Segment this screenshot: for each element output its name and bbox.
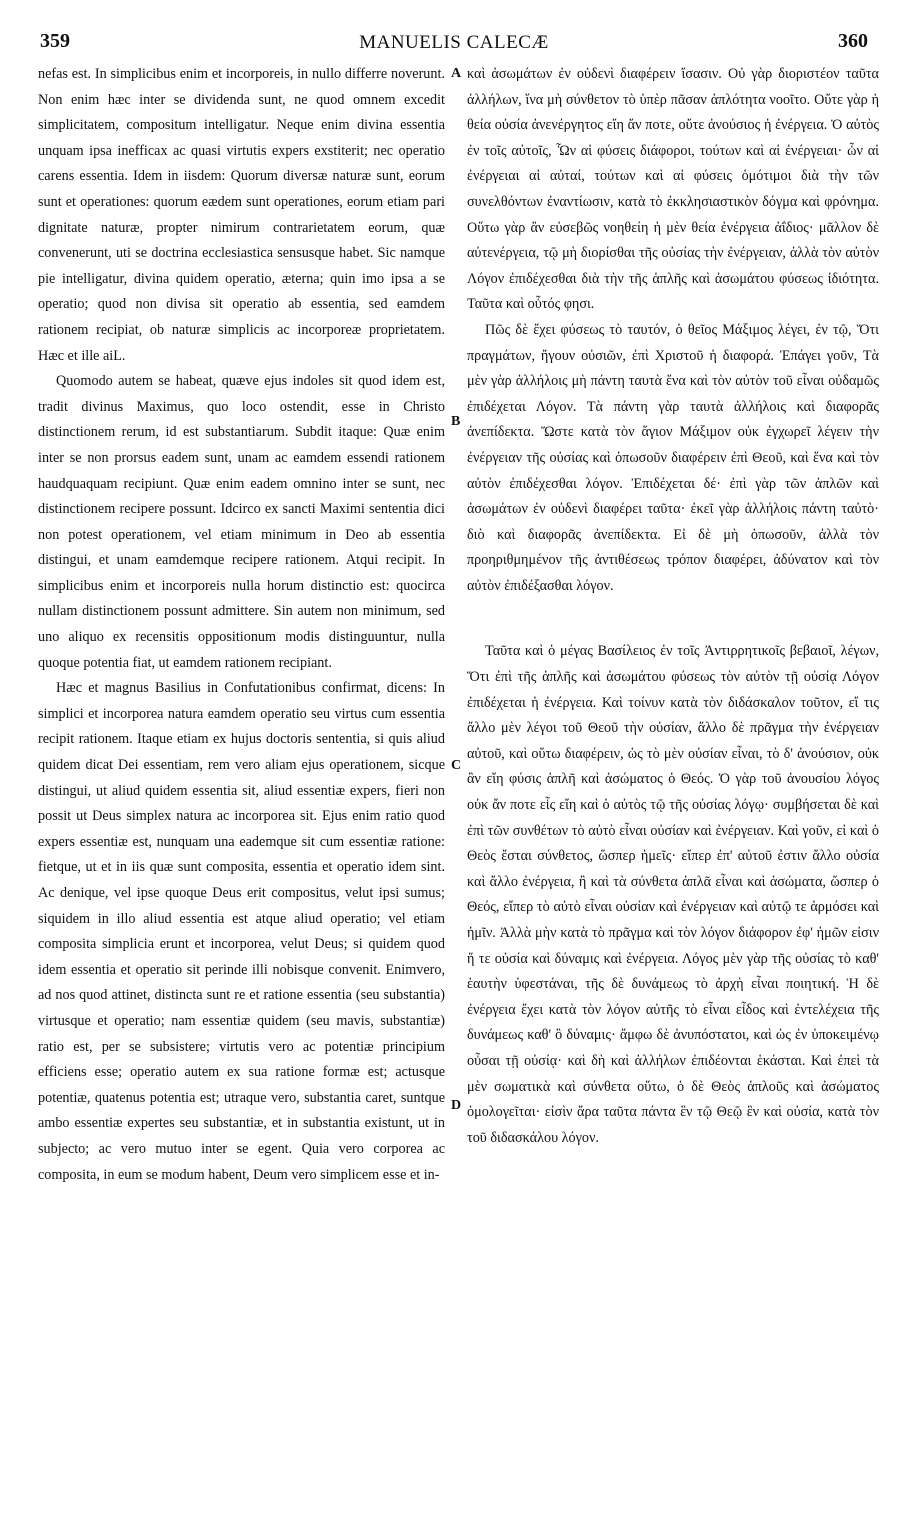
latin-paragraph-2: Quomodo autem se habeat, quæve ejus indoles sit quod idem est, tradit divinus Maximus, quo loco ostendit, esse in Christo distinctionem rerum, id est substantiarum. Subdit itaque: Quæ enim inter se non prorsus eadem sunt, unam ac eamdem essendi rationem haudquaquam recipiunt. Quæ enim eadem omnino inter se sunt, nec distinctionem recipere possunt. Idcirco ex sancti Maximi sententia dici non potest operationem, vel etiam minimum in Deo ab essentia distingui, et unam eamdemque recipere rationem. Atqui recipit. In simplicibus enim et incorporeis nulla horum distinctio est: quocirca nullam distinctionem possunt admittere. Sin autem non minimum, sed uno aliquo ex recensitis oppositionum modis distinguuntur, nulla quoque potentia fiat, ut eamdem rationem recipiant. [38,373,445,671]
greek-paragraph-3: Ταῦτα καὶ ὁ μέγας Βασίλειος ἐν τοῖς Ἀντιρρητικοῖς βεβαιοῖ, λέγων, Ὅτι ἐπὶ τῆς ἁπλῆς καὶ ἀσωμάτου φύσεως τὸν αὐτὸν τῇ οὐσίᾳ Λόγον ἐπιδέχεται ἡ ἐνέργεια. Καὶ τοίνυν κατὰ τὸν διδάσκαλον τοῦτον, εἴ τις ἄλλο μὲν λέγοι τοῦ Θεοῦ τὴν οὐσίαν, ἄλλο δὲ πρᾶγμα τὴν ἐνέργειαν αὐτοῦ, καὶ οὕτω διαφέρειν, ὡς τὸ μὲν οὐσίαν εἶναι, τὸ δ' ἀνούσιον, οὐκ ἂν εἴη φύσις ἁπλῆ καὶ ἀσώματος ὁ Θεός. Ὁ γὰρ τοῦ ἀνουσίου λόγος οὐκ ἄν ποτε εἷς εἴη καὶ ὁ αὐτὸς τῷ τῆς οὐσίας λόγῳ· συμβήσεται δὲ καὶ ἐπὶ τῶν συνθέτων τὸ αὐτὸ εἶναι οὐσίαν καὶ ἐνέργειαν. Καὶ γοῦν, εἰ καὶ ὁ Θεὸς ἔσται σύνθετος, ὥσπερ ἡμεῖς· εἴπερ ἐπ' αὐτοῦ ἐστιν ἄλλο οὐσία καὶ ἄλλο ἐνέργεια, ἢ καὶ τὰ σύνθετα ἁπλᾶ εἶναι καὶ ἀσώματα, ὥσπερ ὁ Θεός, εἴπερ τὸ αὐτὸ εἶναι οὐσίαν καὶ ἐνέργειαν καὶ αὐτῷ τε ἁρμόσει καὶ ἡμῖν. Ἀλλὰ μὴν κατὰ τὸ πρᾶγμα καὶ τὸν λόγον διάφορον ἐφ' ἡμῶν εἰσιν ἥ τε οὐσία καὶ δύναμις καὶ ἐνέργεια. Λόγος μὲν γὰρ τῆς οὐσίας τὸ καθ' ἑαυτὴν ὑφεστάναι, τῆς δὲ δυνάμεως τὸ ἀρχὴ εἶναι ποιητική. Ἡ δὲ ἐνέργεια ἔχει κατὰ τὸν λόγον αὐτῆς τὸ εἶναι εἶδος καὶ ἐντελέχεια τῆς δυνάμεως καθ' ὃ δύναμις· ἄμφω δὲ ἀνυπόστατοι, καὶ ὡς ἐν ὑποκειμένῳ οὖσαι τῇ οὐσίᾳ· καὶ δὴ καὶ ἀλλήλων ἐπιδέονται ἑκάσται. Καὶ ἐπεὶ τὰ μὲν σωματικὰ καὶ σύνθετα οὕτω, ὁ δὲ Θεὸς ἁπλοῦς καὶ ἀσώματος ὁμολογεῖται· εἰσὶν ἄρα ταῦτα πάντα ἓν τῷ Θεῷ ἓν καὶ οὐσία, κατὰ τὸν τοῦ διδασκάλου λόγον. [467,643,879,1146]
greek-column [467,62,879,1512]
running-title: MANUELIS CALECÆ [359,32,549,53]
page-header [40,30,868,60]
margin-marker-d: D [451,1098,462,1113]
latin-column [38,62,445,1512]
margin-marker-b: B [451,414,461,429]
greek-paragraph-2: Πῶς δὲ ἔχει φύσεως τὸ ταυτόν, ὁ θεῖος Μάξιμος λέγει, ἐν τῷ, Ὅτι πραγμάτων, ἤγουν οὐσιῶν, ἐπὶ Χριστοῦ ἡ διαφορά. Ἐπάγει γοῦν, Τὰ μὲν γὰρ ἀλλήλοις μὴ πάντη ταυτὰ ἕνα καὶ τὸν αὐτὸν τοῦ εἶναι οὐδαμῶς ἐπιδέχεται Λόγον. Τὰ πάντη γὰρ ταυτὰ ἀλλήλοις καὶ διαφορᾶς ἀνεπίδεκτα. Ὥστε κατὰ τὸν ἅγιον Μάξιμον οὐκ ἐγχωρεῖ λέγειν τὴν ἐνέργειαν τῆς οὐσίας καὶ ὁπωσοῦν διαφέρειν ἐπὶ Θεοῦ, καὶ ἕνα καὶ τὸν αὐτὸν ἐπιδέχεσθαι λόγον. Ἐπιδέχεται δέ· ἐπὶ γὰρ τῶν ἁπλῶν καὶ ἀσωμάτων ἐν οὐδενὶ διαφέρει ταῦτα· ἐκεῖ γὰρ ἀλλήλοις πάντη ταὐτὸ· διὸ καὶ διαφορᾶς ἀνεπίδεκτα. Εἰ δὲ μὴ ὁπωσοῦν, ἀλλὰ τὸν προηριθμημένον τῆς ἀντιθέσεως τρόπον διαφέρει, ἀδύνατον καὶ τὸν αὐτὸν ἐπιδέξασθαι λόγον. [467,321,879,594]
latin-paragraph-1: nefas est. In simplicibus enim et incorporeis, in nullo differre noverunt. Non enim hæc inter se dividenda sunt, ne quod omnem excedit simplicitatem, compositum intelligatur. Neque enim divina essentia unquam ipsa inefficax ac quasi virtutis expers exstiterit; nec operatio carens essentia. Idem in iisdem: Quorum diversæ naturæ sunt, eorum sunt et operationes: quorum eædem sunt operationes, eorum etiam pari dignitate naturæ, propter nimirum contrarietatem eorum, quæ convenerunt, uti se doctrina ecclesiastica sensusque habet. Sic namque pie intelligatur, divina quidem operatio, æterna; quin imo ipsa a se operatio; quod non divisa sit operatio ab essentia, sed eamdem rationem recipiat, ob naturæ simplicis ac incorporeæ proprietatem. Hæc et ille aiL. [38,66,445,364]
left-page-number: 359 [40,30,70,52]
right-page-number: 360 [838,30,868,52]
margin-marker-c: C [451,758,462,773]
latin-paragraph-3: Hæc et magnus Basilius in Confutationibus confirmat, dicens: In simplici et incorporea natura eamdem operatio seu virtus cum essentia recipit rationem. Itaque etiam ex hujus doctoris sententia, si quis aliud quidem dicat Dei essentiam, rem vero aliam ejus operationem, sicque distingui, ut aliud quidem essentia sit, aliud essentiæ expers, fieri non possit ut Deus simplex natura ac incorporea sit. Ejus enim ratio quod expers essentiæ est, nunquam una eademque sit cum essentiæ ratione: fietque, ut et in iis quæ sunt composita, essentia et operatio idem sint. Ac denique, vel ipse quoque Deus erit compositus, velut ipsi sumus; siquidem in illo aliud essentia est atque aliud operatio; vel etiam composita simplicia erunt et incorporea, velut Deus; si quidem quod idem essentia et operatio sit perinde illi nobisque convenit. Enimvero, ad nos quod attinet, distincta sunt re et ratione essentia (seu substantia) virtusque et operatio; nam essentiæ quidem (seu mavis, substantiæ) ratio est, per se subsistere; virtutis vero ac potentiæ principium efficiens esse; operatio autem ex sua ratione formæ est; actusque potentiæ, quatenus potentia est; utraque vero, substantia caret, suntque ambo essentiæ expertes seu substantiæ, et in substantia existunt, ut in subjecto; ac vero mutuo inter se egent. Quia vero corporea ac composita, in eum se modum habent, Deum vero simplicem esse et in- [38,680,445,1183]
margin-marker-a: A [451,66,462,81]
greek-paragraph-1: καὶ ἀσωμάτων ἐν οὐδενὶ διαφέρειν ἴσασιν. Οὐ γὰρ διοριστέον ταῦτα ἀλλήλων, ἵνα μὴ σύνθετον τὸ ὑπὲρ πᾶσαν ἁπλότητα νοοῖτο. Οὔτε γὰρ ἡ θεία οὐσία ἀνενέργητος εἴη ἄν ποτε, οὔτε ἀνούσιος ἡ ἐνέργεια. Ὁ αὐτὸς ἐν τοῖς αὐτοῖς, Ὧν αἱ φύσεις διάφοροι, τούτων καὶ αἱ ἐνέργειαι· ὧν αἱ ἐνέργειαι αἱ αὐταί, τούτων καὶ αἱ φύσεις ὁμότιμοι διὰ τὴν τῶν συνελθόντων ἐναντίωσιν, κατὰ τὸ ἐκκλησιαστικὸν δόγμα καὶ φρόνημα. Οὕτω γὰρ ἂν εὐσεβῶς νοηθείη ἡ μὲν θεία ἐνέργεια ἀΐδιος· μᾶλλον δὲ αὐτενέργεια, τῷ μὴ διορίσθαι τῆς οὐσίας τὴν ἐνέργειαν, ἀλλὰ τὸν αὐτὸν Λόγον ἐπιδέχεσθαι διὰ τὴν τῆς ἁπλῆς καὶ ἀσωμάτου φύσεως ἰδιότητα. Ταῦτα καὶ οὗτός φησι. [467,66,879,313]
